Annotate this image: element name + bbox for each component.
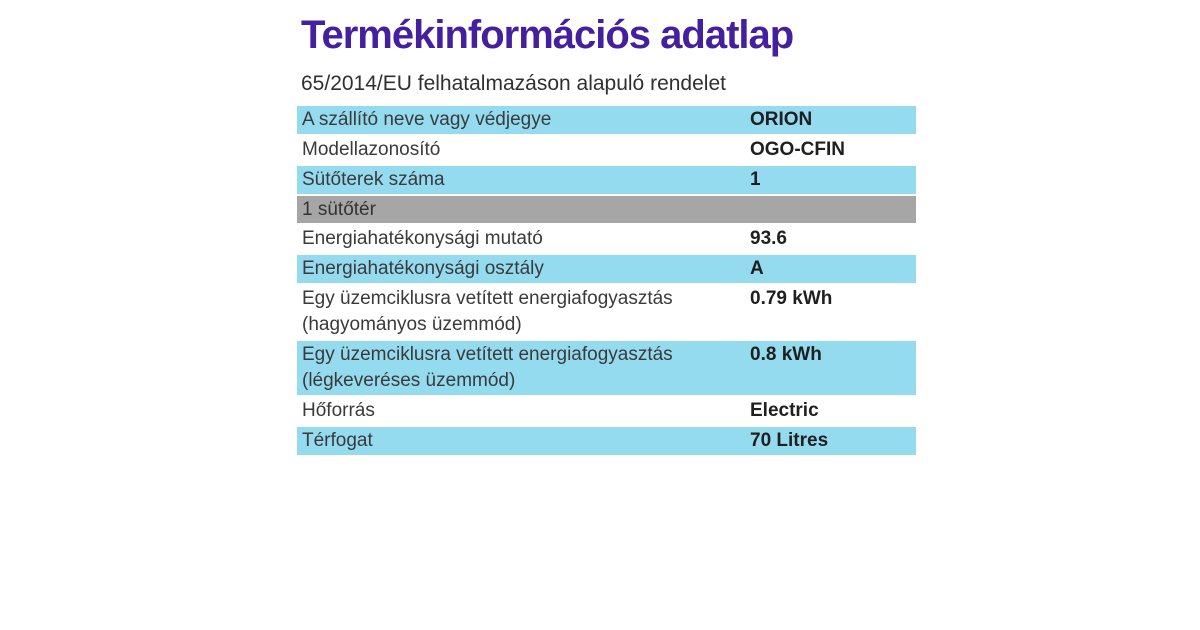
row-label-line1: Térfogat — [302, 430, 373, 451]
row-label — [297, 285, 750, 339]
table-row — [297, 427, 916, 455]
row-value: A — [750, 258, 764, 279]
row-label — [297, 166, 750, 194]
row-label-line1: Egy üzemciklusra vetített energiafogyasztás — [302, 344, 673, 365]
row-label-line1: A szállító neve vagy védjegye — [302, 109, 552, 130]
row-label-line1: Hőforrás — [302, 400, 375, 421]
section-label: 1 sütőtér — [302, 199, 376, 220]
page-subtitle: 65/2014/EU felhatalmazáson alapuló rendelet — [301, 72, 726, 95]
table-section-row — [297, 196, 916, 223]
row-label-line2: (légkeveréses üzemmód) — [302, 370, 516, 391]
row-label-line2: (hagyományos üzemmód) — [302, 314, 522, 335]
table-row — [297, 106, 916, 134]
row-label — [297, 225, 750, 253]
table-row — [297, 255, 916, 283]
row-label — [297, 341, 750, 395]
row-value: 93.6 — [750, 228, 787, 249]
table-row — [297, 166, 916, 194]
table-row — [297, 136, 916, 164]
table-row — [297, 225, 916, 253]
row-label-line1: Energiahatékonysági mutató — [302, 228, 543, 249]
product-info-sheet — [297, 0, 916, 630]
row-label — [297, 136, 750, 164]
row-value: 70 Litres — [750, 430, 829, 451]
row-label-line1: Modellazonosító — [302, 139, 441, 160]
row-label — [297, 397, 750, 425]
row-label-line1: Sütőterek száma — [302, 169, 445, 190]
table-row — [297, 341, 916, 395]
row-label — [297, 427, 750, 455]
row-label — [297, 106, 750, 134]
row-value: ORION — [750, 109, 813, 130]
row-value: 0.79 kWh — [750, 288, 833, 309]
row-label — [297, 255, 750, 283]
row-label-line1: Egy üzemciklusra vetített energiafogyasztás — [302, 288, 673, 309]
row-label-line1: Energiahatékonysági osztály — [302, 258, 544, 279]
product-info-table — [297, 106, 916, 455]
row-value: OGO-CFIN — [750, 139, 845, 160]
row-value: 1 — [750, 169, 761, 190]
table-row — [297, 397, 916, 425]
row-value: Electric — [750, 400, 819, 421]
row-value: 0.8 kWh — [750, 344, 822, 365]
table-row — [297, 285, 916, 339]
page-title: Termékinformációs adatlap — [301, 13, 794, 57]
